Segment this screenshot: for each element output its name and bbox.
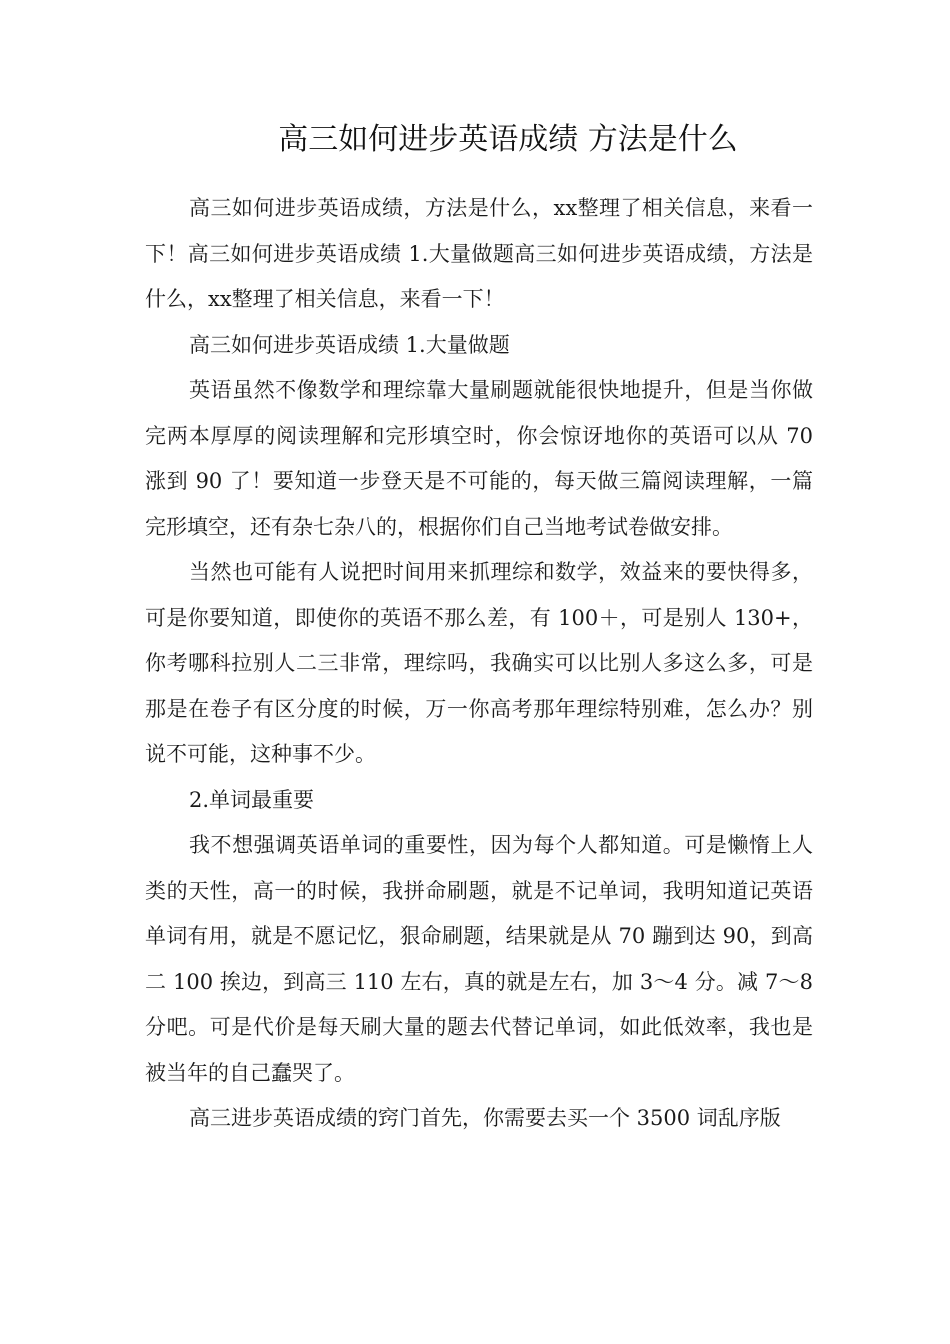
paragraph-tips: 高三进步英语成绩的窍门首先，你需要去买一个 3500 词乱序版 <box>189 1106 781 1130</box>
document-title: 高三如何进步英语成绩 方法是什么 <box>278 122 738 157</box>
paragraph-argument: 当然也可能有人说把时间用来抓理综和数学，效益来的要快得多，可是你要知道，即使你的英语不那么差，有 100＋，可是别人 130+，你考哪科拉别人二三非常，理综吗，我确实可以比别人多这么多，可是那是在卷子有区分度的时候，万一你高考那年理综特别难，怎么办？别说不可能，这种事不少。 <box>145 560 813 766</box>
paragraph-heading-2: 2.单词最重要 <box>189 787 315 812</box>
paragraph-practice: 英语虽然不像数学和理综靠大量刷题就能很快地提升，但是当你做完两本厚厚的阅读理解和完形填空时，你会惊讶地你的英语可以从 70 涨到 90 了！要知道一步登天是不可能的，每天做三篇阅读理解，一篇完形填空，还有杂七杂八的，根据你们自己当地考试卷做安排。 <box>145 378 813 539</box>
document-body <box>145 186 813 1142</box>
paragraph-heading-1: 高三如何进步英语成绩 1.大量做题 <box>189 332 510 357</box>
paragraph-intro: 高三如何进步英语成绩，方法是什么，xx整理了相关信息，来看一下！高三如何进步英语成绩 1.大量做题高三如何进步英语成绩，方法是什么，xx整理了相关信息，来看一下！ <box>145 196 813 311</box>
paragraph-vocabulary: 我不想强调英语单词的重要性，因为每个人都知道。可是懒惰上人类的天性，高一的时候，我拼命刷题，就是不记单词，我明知道记英语单词有用，就是不愿记忆，狠命刷题，结果就是从 70 蹦到达 90，到高二 100 挨边，到高三 110 左右，真的就是左右，加 3～4 分。减 7～8 分吧。可是代价是每天刷大量的题去代替记单词，如此低效率，我也是被当年的自己蠢哭了。 <box>145 833 813 1085</box>
